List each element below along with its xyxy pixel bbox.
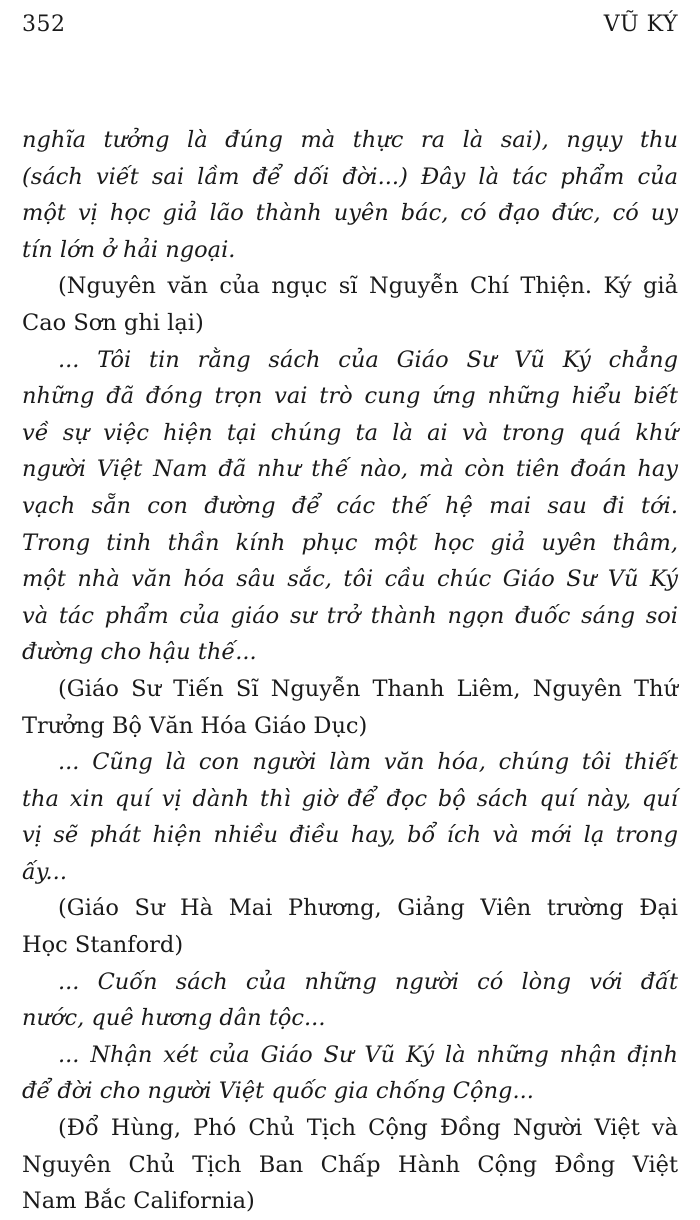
text-line: về sự việc hiện tại chúng ta là ai và trong quá khứ — [22, 419, 678, 446]
text-line: (Nguyên văn của ngục sĩ Nguyễn Chí Thiện. Ký giả — [58, 273, 678, 300]
page-number: 352 — [22, 12, 66, 37]
text-line: Trong tinh thần kính phục một học giả uyên thâm, — [22, 529, 678, 556]
text-line: ... Cuốn sách của những người có lòng với đất — [58, 968, 678, 995]
text-line: Cao Sơn ghi lại) — [22, 309, 204, 336]
text-line: (Giáo Sư Tiến Sĩ Nguyễn Thanh Liêm, Nguyên Thứ — [58, 675, 678, 702]
text-line: (sách viết sai lầm để dối đời...) Đây là tác phẩm của — [22, 163, 678, 190]
running-title: VŨ KÝ — [603, 12, 678, 37]
text-line: người Việt Nam đã như thế nào, mà còn tiên đoán hay — [22, 456, 678, 483]
text-line: Nguyên Chủ Tịch Ban Chấp Hành Cộng Đồng Việt — [22, 1151, 678, 1178]
text-line: ... Cũng là con người làm văn hóa, chúng tôi thiết — [58, 749, 678, 776]
text-line: để đời cho người Việt quốc gia chống Cộng... — [22, 1078, 534, 1105]
body-text — [22, 122, 678, 1220]
text-line: (Đổ Hùng, Phó Chủ Tịch Cộng Đồng Người Việt và — [58, 1115, 678, 1142]
text-line: vị sẽ phát hiện nhiều điều hay, bổ ích và mới lạ trong — [22, 822, 678, 849]
text-line: một nhà văn hóa sâu sắc, tôi cầu chúc Giáo Sư Vũ Ký — [22, 566, 678, 593]
text-line: ... Tôi tin rằng sách của Giáo Sư Vũ Ký chẳng — [58, 346, 678, 373]
page-header — [22, 12, 678, 42]
text-line: đường cho hậu thế... — [22, 639, 257, 666]
text-line: ấy... — [22, 858, 67, 885]
text-line: và tác phẩm của giáo sư trở thành ngọn đuốc sáng soi — [22, 602, 678, 629]
text-line: Trưởng Bộ Văn Hóa Giáo Dục) — [22, 712, 368, 739]
text-line: Học Stanford) — [22, 932, 184, 959]
text-line: vạch sẵn con đường để các thế hệ mai sau đi tới. — [22, 492, 678, 519]
text-line: ... Nhận xét của Giáo Sư Vũ Ký là những nhận định — [58, 1041, 678, 1068]
text-line: nghĩa tưởng là đúng mà thực ra là sai), ngụy thu — [22, 127, 678, 153]
text-line: tín lớn ở hải ngoại. — [22, 236, 236, 263]
text-line: (Giáo Sư Hà Mai Phương, Giảng Viên trường Đại — [58, 895, 678, 922]
text-line: những đã đóng trọn vai trò cung ứng những hiểu biết — [22, 383, 678, 410]
text-line: một vị học giả lão thành uyên bác, có đạo đức, có uy — [22, 200, 678, 227]
text-line: tha xin quí vị dành thì giờ để đọc bộ sách quí này, quí — [22, 785, 678, 812]
text-line: Nam Bắc California) — [22, 1188, 255, 1215]
text-line: nước, quê hương dân tộc... — [22, 1005, 326, 1032]
